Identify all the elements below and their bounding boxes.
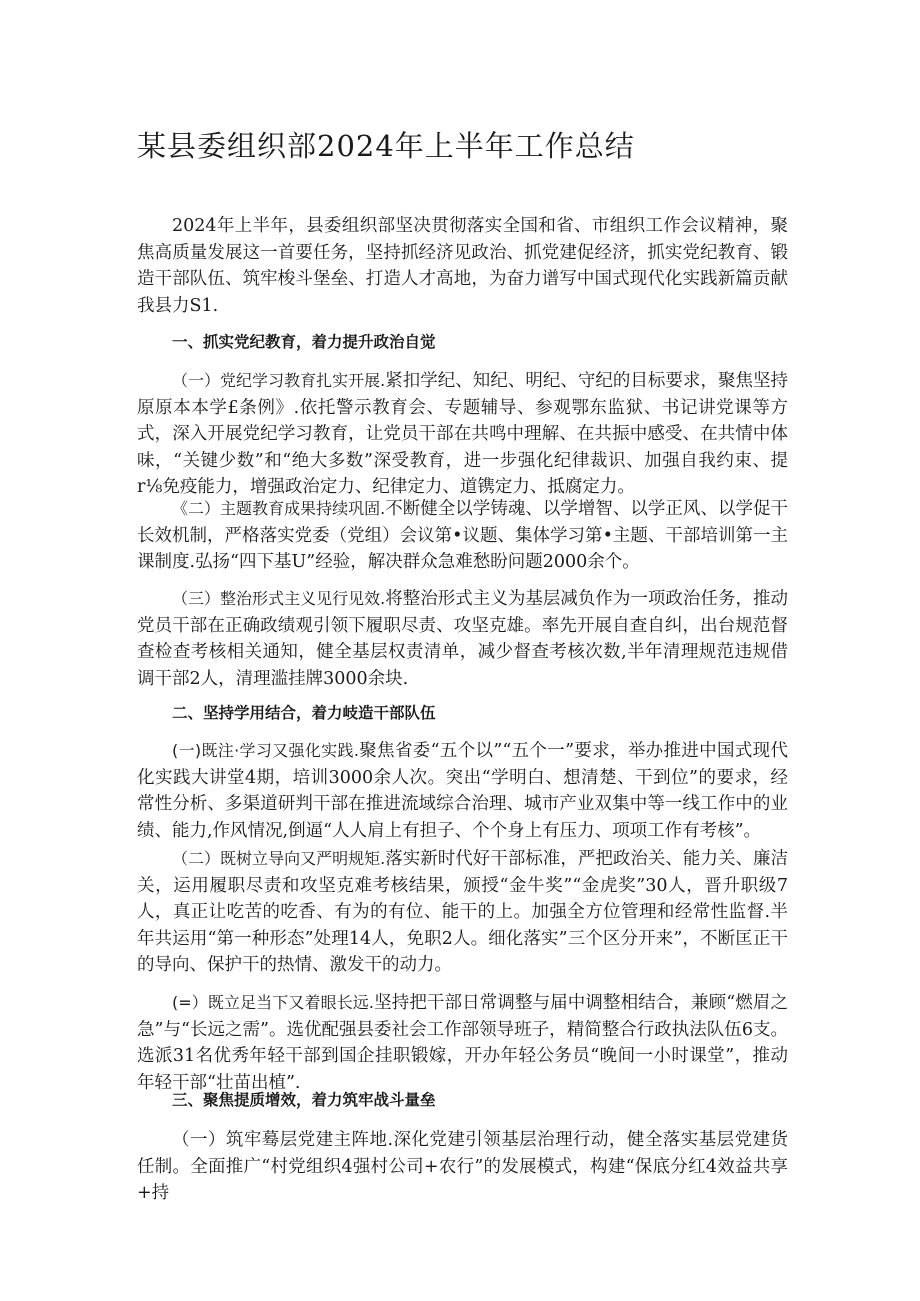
- paragraph-text: 聚焦省委“五个以”“五个一”要求，举办推进中国式现代化实践大讲堂4期，培训3000余人次。突出“学明白、想清楚、干到位”的要求，经常性分析、多渠道研判干部在推进流域综合治理、城市产业双集中等一线工作中的业绩、能力,作风情况,倒逼“人人肩上有担子、个个身上有压力、项项工作有考核”。: [137, 741, 788, 841]
- section-2-paragraph-3: [137, 990, 788, 1096]
- document-title: 某县委组织部2024年上半年工作总结: [137, 129, 635, 163]
- paragraph-lead: （三）整治形式主义见行见效.: [172, 589, 386, 608]
- paragraph-lead: （一）: [172, 1130, 226, 1150]
- section-1-paragraph-1: [137, 368, 788, 501]
- paragraph-text: 不断健全以学铸魂、以学增智、以学正风、以学促干长效机制，严格落实党委（党组）会议第•议题、集体学习第•主题、干部培训第一主课制度.弘扬“四下基U”经验，解决群众急难愁盼问题2000余个。: [137, 499, 788, 572]
- section-heading-3: 三、聚焦提质增效，着力筑牢战斗量垒: [172, 1091, 436, 1109]
- paragraph-text: 落实新时代好干部标准，严把政治关、能力关、廉洁关，运用履职尽责和攻坚克难考核结果，颁授“金牛奖”“金虎奖”30人，晋升职级7人，真正让吃苦的吃香、有为的有位、能干的上。加强全方位管理和经常性监督.半年共运用“第一种形态”处理14人，免职2人。细化落实”三个区分开来”，不断匡正干的导向、保护干的热情、激发干的动力。: [137, 849, 788, 975]
- paragraph-text: 紧扣学纪、知纪、明纪、守纪的目标要求，聚焦坚持原原本本学£条例》.依托警示教育会、专题辅导、参观鄂东监狱、书记讲党课等方式，深入开展党纪学习教育，让党员干部在共鸣中理解、在共振中感受、在共情中体味，“关键少数”和“绝大多数”深受教育，进一步强化纪律裁识、加强自我约束、提r⅛免疫能力，增强政治定力、纪律定力、道镌定力、抵腐定力。: [137, 371, 788, 497]
- section-2-paragraph-1: [137, 738, 788, 844]
- intro-paragraph: 2024年上半年，县委组织部坚决贯彻落实全国和省、市组织工作会议精神，聚焦高质量发展这一首要任务，坚持抓经济见政治、抓党建促经济，抓实党纪教育、锻造干部队伍、筑牢梭斗堡垒、打造人才高地，为奋力谱写中国式现代化实践新篇贡献我县力S1.: [137, 216, 788, 316]
- paragraph-lead: (=）既立足当下又着眼长远.: [172, 993, 375, 1012]
- section-3-paragraph-1: [137, 1127, 788, 1207]
- paragraph-text: 筑牢蓦层党建主阵地.深化党建引领基层治理行动，健全落实基层党建货任制。全面推广“村党组织4强村公司+农行”的发展模式，构建“保底分红4效益共享+持: [137, 1130, 789, 1203]
- section-heading-2: 二、坚持学用结合，着力岐造干部队伍: [172, 704, 436, 722]
- paragraph-lead: （一）党纪学习教育扎实开展.: [172, 371, 386, 390]
- section-heading-1: 一、抓实党纪教育，着力提升政治自觉: [172, 333, 436, 351]
- paragraph-lead: 《二）主题教育成果持续巩固.: [172, 499, 386, 518]
- section-2-paragraph-2: [137, 846, 788, 979]
- paragraph-text: 将整治形式主义为基层减负作为一项政治任务，推动党员干部在正确政绩观引领下履职尽责、攻坚克雄。率先开展自查自纠，出台规范督查检查考核相关通知，健全基层权责清单，减少督查考核次数,半年清理规范违规借调干部2人，清理滥挂牌3000余块.: [137, 589, 788, 689]
- paragraph-lead: （二）既树立导向又严明规矩.: [172, 849, 386, 868]
- section-1-paragraph-2: [137, 496, 788, 576]
- paragraph-text: 坚持把干部日常调整与届中调整相结合，兼顾“燃眉之急”与“长远之需”。选优配强县委社会工作部领导班子，精简整合行政执法队伍6支。选派31名优秀年轻干部到国企挂职锻嫁，开办年轻公务员“晚间一小时课堂”，推动年轻干部“壮苗出植”.: [137, 993, 788, 1093]
- paragraph-lead: (一)既注·学习又强化实践.: [172, 741, 359, 760]
- section-1-paragraph-3: [137, 586, 788, 692]
